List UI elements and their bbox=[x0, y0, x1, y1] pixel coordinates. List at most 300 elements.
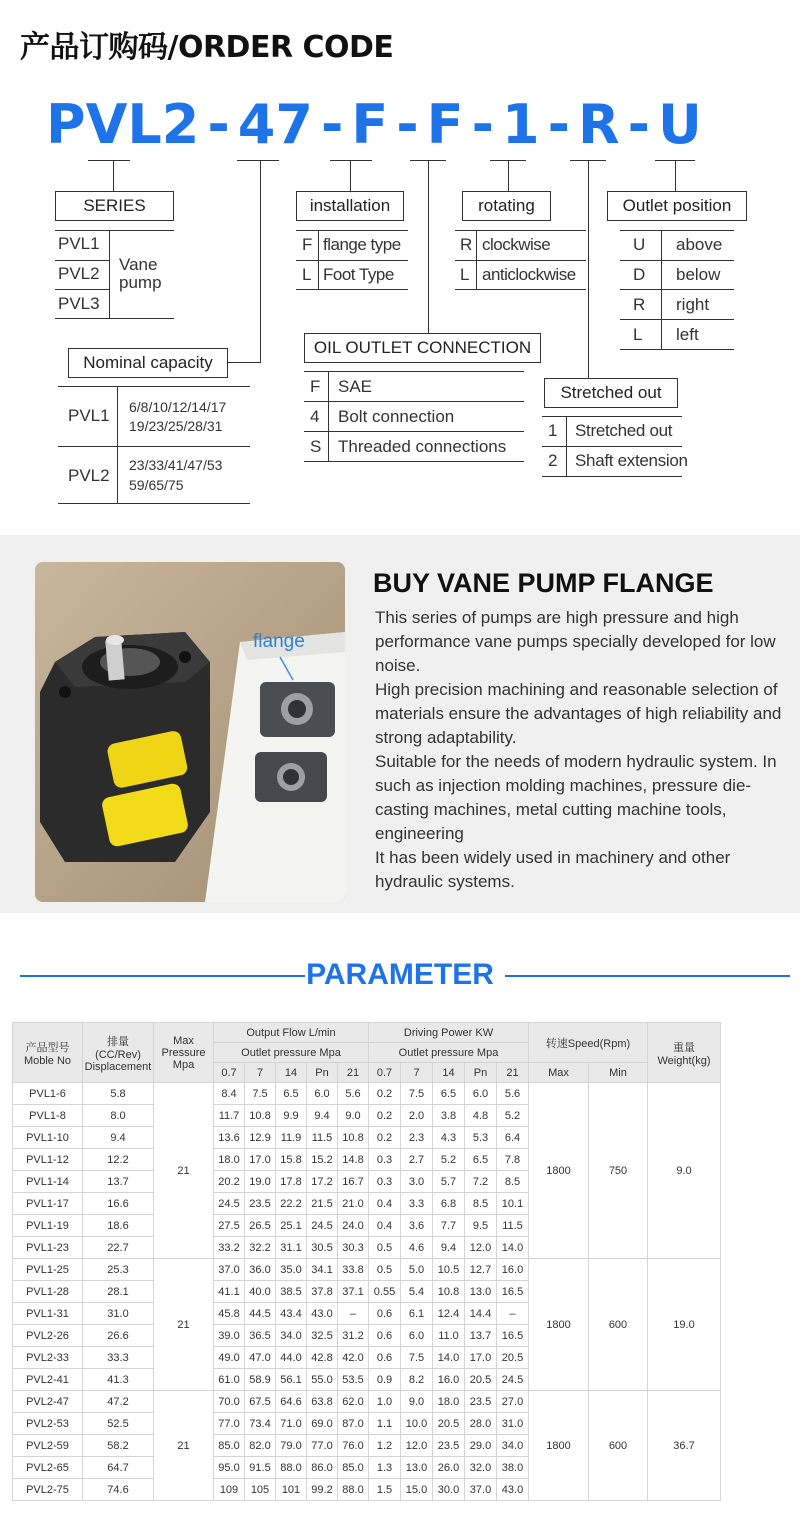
header-pressure-col: 21 bbox=[338, 1063, 369, 1083]
cell-output-flow: 8.4 bbox=[214, 1083, 245, 1105]
connector-line bbox=[330, 160, 372, 161]
code-series: PVL2 bbox=[46, 93, 200, 156]
cell-driving-power: 20.5 bbox=[433, 1413, 465, 1435]
cell-output-flow: 88.0 bbox=[338, 1479, 369, 1501]
header-speed-max: Max bbox=[529, 1063, 589, 1083]
cell-displacement: 13.7 bbox=[83, 1171, 154, 1193]
cell-output-flow: 76.0 bbox=[338, 1435, 369, 1457]
cell-displacement: 5.8 bbox=[83, 1083, 154, 1105]
cell-output-flow: 9.4 bbox=[307, 1105, 338, 1127]
cell-output-flow: 14.8 bbox=[338, 1149, 369, 1171]
cell-driving-power: 31.0 bbox=[497, 1413, 529, 1435]
cell-model: PVL2-41 bbox=[13, 1369, 83, 1391]
connector-line bbox=[350, 160, 351, 192]
cell-driving-power: 18.0 bbox=[433, 1391, 465, 1413]
cell-output-flow: 82.0 bbox=[245, 1435, 276, 1457]
cell-output-flow: 11.7 bbox=[214, 1105, 245, 1127]
cell-output-flow: 85.0 bbox=[338, 1457, 369, 1479]
cell-driving-power: 13.7 bbox=[465, 1325, 497, 1347]
cell-driving-power: 5.7 bbox=[433, 1171, 465, 1193]
divider bbox=[455, 230, 586, 231]
cell-output-flow: 88.0 bbox=[276, 1457, 307, 1479]
cell-model: PVL1-23 bbox=[13, 1237, 83, 1259]
cell-model: PVL2-59 bbox=[13, 1435, 83, 1457]
cell-driving-power: 5.2 bbox=[497, 1105, 529, 1127]
title-rule bbox=[505, 975, 790, 977]
divider bbox=[58, 386, 250, 387]
cell-output-flow: 16.7 bbox=[338, 1171, 369, 1193]
cell-output-flow: 18.0 bbox=[214, 1149, 245, 1171]
cell-output-flow: 13.6 bbox=[214, 1127, 245, 1149]
buy-paragraph: Suitable for the needs of modern hydraulic system. In such as injection molding machines, pressure die-casting machines, metal cutting machine tools, engineering bbox=[375, 752, 777, 843]
oil-outlet-code: F bbox=[310, 377, 321, 396]
cell-driving-power: 2.0 bbox=[401, 1105, 433, 1127]
connector-line bbox=[588, 160, 589, 378]
cell-displacement: 47.2 bbox=[83, 1391, 154, 1413]
cell-driving-power: 16.0 bbox=[497, 1259, 529, 1281]
cell-driving-power: 0.6 bbox=[369, 1303, 401, 1325]
cell-output-flow: 24.0 bbox=[338, 1215, 369, 1237]
divider bbox=[55, 260, 109, 261]
cell-output-flow: 30.5 bbox=[307, 1237, 338, 1259]
cell-output-flow: 36.0 bbox=[245, 1259, 276, 1281]
series-desc: Vane bbox=[119, 255, 158, 274]
product-photo bbox=[35, 562, 345, 902]
code-separator: - bbox=[207, 93, 230, 156]
cell-output-flow: 109 bbox=[214, 1479, 245, 1501]
cell-driving-power: 2.3 bbox=[401, 1127, 433, 1149]
cell-driving-power: 6.0 bbox=[401, 1325, 433, 1347]
cell-output-flow: 10.8 bbox=[338, 1127, 369, 1149]
cell-driving-power: 12.7 bbox=[465, 1259, 497, 1281]
cell-output-flow: 95.0 bbox=[214, 1457, 245, 1479]
outlet-position-code: D bbox=[633, 265, 646, 284]
cell-output-flow: 34.0 bbox=[276, 1325, 307, 1347]
cell-driving-power: 10.8 bbox=[433, 1281, 465, 1303]
cell-displacement: 22.7 bbox=[83, 1237, 154, 1259]
cell-driving-power: 6.4 bbox=[497, 1127, 529, 1149]
cell-output-flow: 12.9 bbox=[245, 1127, 276, 1149]
cell-driving-power: 14.4 bbox=[465, 1303, 497, 1325]
cell-output-flow: 79.0 bbox=[276, 1435, 307, 1457]
cell-driving-power: 0.2 bbox=[369, 1083, 401, 1105]
cell-driving-power: 0.55 bbox=[369, 1281, 401, 1303]
cell-driving-power: 12.0 bbox=[465, 1237, 497, 1259]
stretched-label: Stretched out bbox=[544, 378, 678, 408]
cell-driving-power: 12.4 bbox=[433, 1303, 465, 1325]
cell-displacement: 8.0 bbox=[83, 1105, 154, 1127]
cell-driving-power: 7.2 bbox=[465, 1171, 497, 1193]
cell-output-flow: 7.5 bbox=[245, 1083, 276, 1105]
cell-output-flow: 41.1 bbox=[214, 1281, 245, 1303]
cell-weight: 9.0 bbox=[648, 1083, 721, 1259]
cell-model: PVL2-53 bbox=[13, 1413, 83, 1435]
rotating-text: anticlockwise bbox=[482, 265, 576, 284]
cell-output-flow: 71.0 bbox=[276, 1413, 307, 1435]
divider bbox=[542, 416, 682, 417]
outlet-position-text: right bbox=[676, 295, 710, 314]
cell-displacement: 26.6 bbox=[83, 1325, 154, 1347]
rotating-code: L bbox=[460, 265, 470, 284]
cell-output-flow: 43.4 bbox=[276, 1303, 307, 1325]
oil-outlet-text: Bolt connection bbox=[338, 407, 455, 426]
divider bbox=[58, 503, 250, 504]
outlet-position-label: Outlet position bbox=[607, 191, 747, 221]
cell-output-flow: 33.2 bbox=[214, 1237, 245, 1259]
cell-displacement: 31.0 bbox=[83, 1303, 154, 1325]
parameter-table-body bbox=[13, 1083, 721, 1501]
cell-driving-power: 5.4 bbox=[401, 1281, 433, 1303]
installation-code: L bbox=[302, 265, 312, 284]
header-max-pressure: Max Pressure Mpa bbox=[154, 1023, 214, 1083]
cell-output-flow: 43.0 bbox=[307, 1303, 338, 1325]
divider bbox=[296, 260, 408, 261]
nominal-capacity-label: Nominal capacity bbox=[68, 348, 228, 378]
cell-model: PVL2-33 bbox=[13, 1347, 83, 1369]
cell-driving-power: 6.5 bbox=[433, 1083, 465, 1105]
outlet-position-text: left bbox=[676, 325, 699, 344]
cell-model: PVL1-10 bbox=[13, 1127, 83, 1149]
cell-displacement: 58.2 bbox=[83, 1435, 154, 1457]
divider bbox=[620, 260, 734, 261]
header-model: 产品型号 Moble No bbox=[13, 1023, 83, 1083]
cell-output-flow: 30.3 bbox=[338, 1237, 369, 1259]
divider bbox=[304, 461, 524, 462]
cell-driving-power: 3.0 bbox=[401, 1171, 433, 1193]
cell-driving-power: 8.2 bbox=[401, 1369, 433, 1391]
divider bbox=[542, 476, 682, 477]
cell-model: PVL1-19 bbox=[13, 1215, 83, 1237]
cell-output-flow: 45.8 bbox=[214, 1303, 245, 1325]
divider bbox=[620, 289, 734, 290]
connector-line bbox=[428, 160, 429, 334]
cell-displacement: 18.6 bbox=[83, 1215, 154, 1237]
divider bbox=[304, 401, 524, 402]
cell-output-flow: 5.6 bbox=[338, 1083, 369, 1105]
rotating-label: rotating bbox=[462, 191, 551, 221]
cell-driving-power: 16.5 bbox=[497, 1325, 529, 1347]
page-title: 产品订购码/ORDER CODE bbox=[20, 30, 394, 65]
cell-driving-power: 11.0 bbox=[433, 1325, 465, 1347]
cell-output-flow: 67.5 bbox=[245, 1391, 276, 1413]
cell-model: PVL1-31 bbox=[13, 1303, 83, 1325]
nominal-sizes: 6/8/10/12/14/17 bbox=[129, 399, 227, 415]
cell-driving-power: 9.0 bbox=[401, 1391, 433, 1413]
cell-driving-power: 2.7 bbox=[401, 1149, 433, 1171]
installation-text: Foot Type bbox=[323, 265, 394, 284]
cell-max-pressure: 21 bbox=[154, 1391, 214, 1501]
cell-driving-power: 30.0 bbox=[433, 1479, 465, 1501]
cell-speed-max: 1800 bbox=[529, 1391, 589, 1501]
cell-driving-power: 6.8 bbox=[433, 1193, 465, 1215]
nominal-sizes: 59/65/75 bbox=[129, 477, 184, 493]
header-pressure-col: 14 bbox=[276, 1063, 307, 1083]
divider bbox=[476, 230, 477, 289]
buy-title: BUY VANE PUMP FLANGE bbox=[373, 568, 714, 598]
cell-driving-power: 7.7 bbox=[433, 1215, 465, 1237]
cell-driving-power: 9.5 bbox=[465, 1215, 497, 1237]
cell-driving-power: 13.0 bbox=[465, 1281, 497, 1303]
divider bbox=[566, 416, 567, 476]
cell-driving-power: 5.2 bbox=[433, 1149, 465, 1171]
cell-driving-power: 29.0 bbox=[465, 1435, 497, 1457]
cell-displacement: 33.3 bbox=[83, 1347, 154, 1369]
cell-driving-power: 15.0 bbox=[401, 1479, 433, 1501]
header-pressure-col: 7 bbox=[245, 1063, 276, 1083]
cell-output-flow: 21.5 bbox=[307, 1193, 338, 1215]
divider bbox=[620, 349, 734, 350]
cell-driving-power: 8.5 bbox=[465, 1193, 497, 1215]
connector-line bbox=[260, 160, 261, 362]
code-separator: - bbox=[627, 93, 650, 156]
cell-output-flow: 9.9 bbox=[276, 1105, 307, 1127]
cell-output-flow: 42.8 bbox=[307, 1347, 338, 1369]
cell-driving-power: 0.4 bbox=[369, 1193, 401, 1215]
code-stretched: 1 bbox=[501, 93, 540, 156]
cell-model: PVL1-8 bbox=[13, 1105, 83, 1127]
cell-model: PVL2-75 bbox=[13, 1479, 83, 1501]
divider bbox=[304, 431, 524, 432]
header-pressure-col: Pn bbox=[307, 1063, 338, 1083]
flange-label: flange bbox=[253, 631, 305, 652]
cell-displacement: 25.3 bbox=[83, 1259, 154, 1281]
cell-output-flow: 58.9 bbox=[245, 1369, 276, 1391]
rotating-text: clockwise bbox=[482, 235, 551, 254]
stretched-code: 1 bbox=[548, 421, 558, 440]
connector-line bbox=[508, 160, 509, 192]
cell-driving-power: 17.0 bbox=[465, 1347, 497, 1369]
cell-output-flow: 64.6 bbox=[276, 1391, 307, 1413]
cell-model: PVL2-26 bbox=[13, 1325, 83, 1347]
cell-driving-power: 1.2 bbox=[369, 1435, 401, 1457]
stretched-code: 2 bbox=[548, 451, 558, 470]
cell-output-flow: 15.8 bbox=[276, 1149, 307, 1171]
divider bbox=[296, 289, 408, 290]
cell-max-pressure: 21 bbox=[154, 1083, 214, 1259]
divider bbox=[55, 289, 109, 290]
code-capacity: 47 bbox=[237, 93, 313, 156]
outlet-position-text: above bbox=[676, 235, 723, 254]
header-pressure-col: 21 bbox=[497, 1063, 529, 1083]
cell-output-flow: 85.0 bbox=[214, 1435, 245, 1457]
cell-driving-power: 16.0 bbox=[433, 1369, 465, 1391]
rotating-code: R bbox=[460, 235, 473, 254]
cell-model: PVL1-6 bbox=[13, 1083, 83, 1105]
cell-output-flow: 87.0 bbox=[338, 1413, 369, 1435]
connector-line bbox=[88, 160, 130, 161]
cell-output-flow: 42.0 bbox=[338, 1347, 369, 1369]
cell-output-flow: 34.1 bbox=[307, 1259, 338, 1281]
header-pressure-col: 7 bbox=[401, 1063, 433, 1083]
series-desc: pump bbox=[119, 273, 162, 292]
cell-output-flow: 17.8 bbox=[276, 1171, 307, 1193]
cell-speed-max: 1800 bbox=[529, 1083, 589, 1259]
cell-driving-power: 23.5 bbox=[433, 1435, 465, 1457]
cell-driving-power: – bbox=[497, 1303, 529, 1325]
cell-output-flow: 91.5 bbox=[245, 1457, 276, 1479]
nominal-model: PVL2 bbox=[68, 466, 110, 485]
cell-output-flow: – bbox=[338, 1303, 369, 1325]
cell-output-flow: 31.2 bbox=[338, 1325, 369, 1347]
cell-driving-power: 26.0 bbox=[433, 1457, 465, 1479]
cell-output-flow: 62.0 bbox=[338, 1391, 369, 1413]
cell-model: PVL1-25 bbox=[13, 1259, 83, 1281]
cell-driving-power: 34.0 bbox=[497, 1435, 529, 1457]
oil-outlet-code: S bbox=[310, 437, 322, 456]
cell-output-flow: 53.5 bbox=[338, 1369, 369, 1391]
outlet-position-code: U bbox=[633, 235, 646, 254]
divider bbox=[661, 230, 662, 349]
series-item: PVL3 bbox=[58, 294, 100, 313]
cell-output-flow: 31.1 bbox=[276, 1237, 307, 1259]
cell-output-flow: 38.5 bbox=[276, 1281, 307, 1303]
cell-driving-power: 1.0 bbox=[369, 1391, 401, 1413]
cell-driving-power: 38.0 bbox=[497, 1457, 529, 1479]
divider bbox=[620, 319, 734, 320]
buy-paragraph: It has been widely used in machinery and other hydraulic systems. bbox=[375, 848, 731, 891]
oil-outlet-text: SAE bbox=[338, 377, 373, 396]
cell-driving-power: 3.6 bbox=[401, 1215, 433, 1237]
cell-output-flow: 10.8 bbox=[245, 1105, 276, 1127]
cell-displacement: 28.1 bbox=[83, 1281, 154, 1303]
cell-output-flow: 23.5 bbox=[245, 1193, 276, 1215]
cell-speed-max: 1800 bbox=[529, 1259, 589, 1391]
cell-model: PVL1-12 bbox=[13, 1149, 83, 1171]
cell-output-flow: 36.5 bbox=[245, 1325, 276, 1347]
cell-driving-power: 3.8 bbox=[433, 1105, 465, 1127]
header-weight: 重量 Weight(kg) bbox=[648, 1023, 721, 1083]
cell-output-flow: 17.0 bbox=[245, 1149, 276, 1171]
cell-model: PVL2-47 bbox=[13, 1391, 83, 1413]
cell-output-flow: 105 bbox=[245, 1479, 276, 1501]
code-separator: - bbox=[320, 93, 344, 156]
cell-output-flow: 27.5 bbox=[214, 1215, 245, 1237]
cell-driving-power: 14.0 bbox=[433, 1347, 465, 1369]
header-driving-power: Driving Power KW bbox=[369, 1023, 529, 1043]
cell-model: PVL1-17 bbox=[13, 1193, 83, 1215]
cell-driving-power: 1.3 bbox=[369, 1457, 401, 1479]
cell-driving-power: 3.3 bbox=[401, 1193, 433, 1215]
installation-text: flange type bbox=[323, 235, 401, 254]
parameter-table bbox=[12, 1022, 721, 1501]
cell-output-flow: 11.5 bbox=[307, 1127, 338, 1149]
cell-displacement: 9.4 bbox=[83, 1127, 154, 1149]
cell-driving-power: 12.0 bbox=[401, 1435, 433, 1457]
cell-output-flow: 6.5 bbox=[276, 1083, 307, 1105]
cell-output-flow: 22.2 bbox=[276, 1193, 307, 1215]
cell-output-flow: 70.0 bbox=[214, 1391, 245, 1413]
cell-speed-min: 600 bbox=[589, 1391, 648, 1501]
cell-driving-power: 0.5 bbox=[369, 1259, 401, 1281]
cell-output-flow: 39.0 bbox=[214, 1325, 245, 1347]
cell-driving-power: 0.6 bbox=[369, 1325, 401, 1347]
cell-output-flow: 9.0 bbox=[338, 1105, 369, 1127]
cell-driving-power: 0.9 bbox=[369, 1369, 401, 1391]
cell-output-flow: 20.2 bbox=[214, 1171, 245, 1193]
cell-output-flow: 55.0 bbox=[307, 1369, 338, 1391]
installation-label: installation bbox=[296, 191, 404, 221]
code-installation: F bbox=[351, 93, 389, 156]
cell-driving-power: 0.2 bbox=[369, 1105, 401, 1127]
cell-driving-power: 7.5 bbox=[401, 1347, 433, 1369]
cell-max-pressure: 21 bbox=[154, 1259, 214, 1391]
header-outlet-pressure: Outlet pressure Mpa bbox=[369, 1043, 529, 1063]
cell-driving-power: 0.2 bbox=[369, 1127, 401, 1149]
outlet-position-text: below bbox=[676, 265, 721, 284]
cell-displacement: 64.7 bbox=[83, 1457, 154, 1479]
cell-output-flow: 99.2 bbox=[307, 1479, 338, 1501]
cell-output-flow: 63.8 bbox=[307, 1391, 338, 1413]
buy-paragraph: This series of pumps are high pressure and high performance vane pumps specially developed for low noise. bbox=[375, 608, 776, 675]
header-pressure-col: 0.7 bbox=[369, 1063, 401, 1083]
cell-displacement: 52.5 bbox=[83, 1413, 154, 1435]
cell-output-flow: 24.5 bbox=[307, 1215, 338, 1237]
cell-driving-power: 5.6 bbox=[497, 1083, 529, 1105]
cell-output-flow: 26.5 bbox=[245, 1215, 276, 1237]
stretched-text: Stretched out bbox=[575, 421, 673, 440]
cell-driving-power: 7.8 bbox=[497, 1149, 529, 1171]
cell-driving-power: 16.5 bbox=[497, 1281, 529, 1303]
code-oil-outlet: F bbox=[426, 93, 464, 156]
cell-driving-power: 1.1 bbox=[369, 1413, 401, 1435]
cell-model: PVL1-14 bbox=[13, 1171, 83, 1193]
cell-output-flow: 37.8 bbox=[307, 1281, 338, 1303]
cell-driving-power: 6.0 bbox=[465, 1083, 497, 1105]
code-outlet-position: U bbox=[658, 93, 702, 156]
buy-paragraph: High precision machining and reasonable selection of materials ensure the advantages of high reliability and strong adaptability. bbox=[375, 680, 782, 747]
table-row bbox=[13, 1391, 721, 1413]
cell-output-flow: 21.0 bbox=[338, 1193, 369, 1215]
cell-output-flow: 32.2 bbox=[245, 1237, 276, 1259]
code-separator: - bbox=[471, 93, 494, 156]
cell-output-flow: 69.0 bbox=[307, 1413, 338, 1435]
divider bbox=[542, 446, 682, 447]
cell-speed-min: 750 bbox=[589, 1083, 648, 1259]
cell-output-flow: 19.0 bbox=[245, 1171, 276, 1193]
connector-line bbox=[237, 160, 279, 161]
cell-output-flow: 25.1 bbox=[276, 1215, 307, 1237]
cell-output-flow: 17.2 bbox=[307, 1171, 338, 1193]
cell-weight: 36.7 bbox=[648, 1391, 721, 1501]
nominal-sizes: 23/33/41/47/53 bbox=[129, 457, 223, 473]
divider bbox=[296, 230, 408, 231]
divider bbox=[55, 318, 174, 319]
cell-output-flow: 56.1 bbox=[276, 1369, 307, 1391]
cell-output-flow: 35.0 bbox=[276, 1259, 307, 1281]
table-row bbox=[13, 1259, 721, 1281]
cell-driving-power: 4.8 bbox=[465, 1105, 497, 1127]
code-separator: - bbox=[547, 93, 570, 156]
cell-driving-power: 23.5 bbox=[465, 1391, 497, 1413]
cell-output-flow: 33.8 bbox=[338, 1259, 369, 1281]
installation-code: F bbox=[302, 235, 313, 254]
cell-output-flow: 86.0 bbox=[307, 1457, 338, 1479]
series-item: PVL1 bbox=[58, 234, 100, 253]
outlet-position-code: R bbox=[633, 295, 646, 314]
divider bbox=[455, 289, 586, 290]
cell-driving-power: 10.5 bbox=[433, 1259, 465, 1281]
cell-driving-power: 4.3 bbox=[433, 1127, 465, 1149]
vane-pump-illustration bbox=[35, 562, 345, 902]
series-label: SERIES bbox=[55, 191, 174, 221]
stretched-text: Shaft extension bbox=[575, 451, 688, 470]
cell-driving-power: 10.1 bbox=[497, 1193, 529, 1215]
cell-driving-power: 6.1 bbox=[401, 1303, 433, 1325]
divider bbox=[55, 230, 174, 231]
header-speed-min: Min bbox=[589, 1063, 648, 1083]
header-pressure-col: 14 bbox=[433, 1063, 465, 1083]
divider bbox=[318, 230, 319, 289]
